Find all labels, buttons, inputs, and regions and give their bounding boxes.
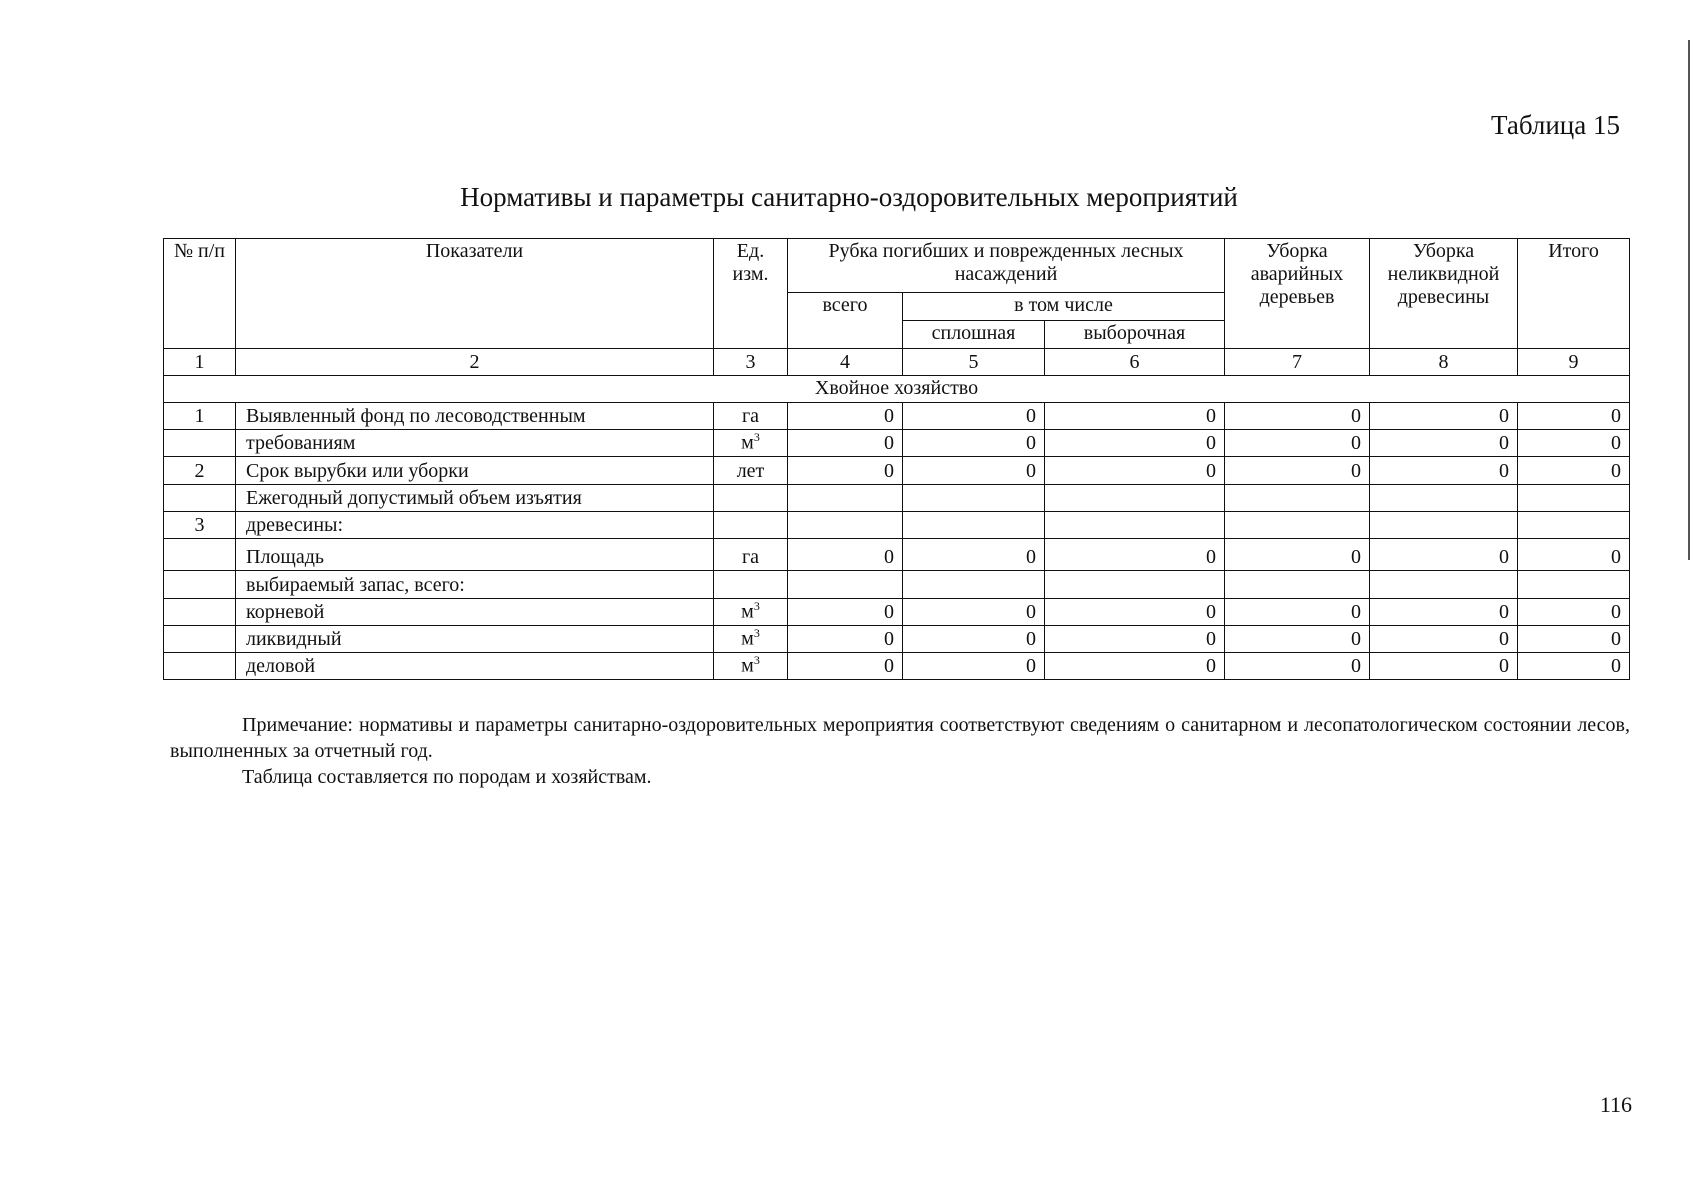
value-cell: 0	[1370, 403, 1518, 430]
row-unit	[714, 430, 788, 457]
note-paragraph-secondary: Таблица составляется по породам и хозяйствам.	[242, 766, 652, 788]
value-cell	[1225, 512, 1370, 539]
row-index	[164, 599, 236, 626]
value-cell	[1370, 571, 1518, 599]
value-cell: 0	[903, 539, 1045, 571]
value-cell	[788, 571, 903, 599]
unit-text: м	[741, 655, 754, 677]
row-unit	[714, 626, 788, 653]
column-number: 1	[164, 349, 236, 376]
row-unit	[714, 653, 788, 680]
header-selective: выборочная	[1045, 321, 1225, 349]
value-cell	[903, 512, 1045, 539]
value-cell	[1518, 485, 1630, 512]
value-cell	[1518, 512, 1630, 539]
value-cell: 0	[1045, 599, 1225, 626]
value-cell	[1045, 485, 1225, 512]
value-cell	[903, 571, 1045, 599]
row-unit	[714, 599, 788, 626]
value-cell: 0	[1045, 626, 1225, 653]
unit-text: м	[741, 432, 754, 454]
row-unit	[714, 571, 788, 599]
document-title: Нормативы и параметры санитарно-оздоровительных мероприятий	[460, 182, 1238, 212]
value-cell: 0	[1045, 430, 1225, 457]
table-row	[164, 457, 1630, 485]
value-cell: 0	[903, 403, 1045, 430]
header-total-sub: всего	[788, 293, 903, 349]
value-cell: 0	[903, 457, 1045, 485]
value-cell	[788, 485, 903, 512]
value-cell: 0	[1370, 457, 1518, 485]
value-cell: 0	[1225, 539, 1370, 571]
header-emergency: Уборка аварийных деревьев	[1225, 239, 1370, 349]
value-cell: 0	[1045, 457, 1225, 485]
value-cell: 0	[788, 599, 903, 626]
value-cell: 0	[1518, 599, 1630, 626]
value-cell: 0	[1518, 403, 1630, 430]
value-cell	[1225, 571, 1370, 599]
column-number: 4	[788, 349, 903, 376]
column-number: 3	[714, 349, 788, 376]
table-row	[164, 571, 1630, 599]
norms-table	[163, 238, 1630, 680]
table-row	[164, 430, 1630, 457]
column-number: 5	[903, 349, 1045, 376]
column-number: 6	[1045, 349, 1225, 376]
value-cell: 0	[1225, 626, 1370, 653]
value-cell: 0	[1225, 653, 1370, 680]
value-cell: 0	[1518, 539, 1630, 571]
scan-edge-line	[1688, 40, 1690, 560]
table-row	[164, 539, 1630, 571]
unit-superscript: 3	[753, 653, 760, 668]
value-cell: 0	[1518, 653, 1630, 680]
column-number: 2	[236, 349, 714, 376]
row-index	[164, 539, 236, 571]
header-including: в том числе	[903, 293, 1225, 321]
unit-superscript: 3	[753, 430, 760, 445]
value-cell: 0	[1370, 653, 1518, 680]
value-cell: 0	[788, 403, 903, 430]
value-cell: 0	[1518, 430, 1630, 457]
header-clear: сплошная	[903, 321, 1045, 349]
row-index: 3	[164, 512, 236, 539]
row-index	[164, 430, 236, 457]
value-cell: 0	[1045, 653, 1225, 680]
row-unit	[714, 485, 788, 512]
value-cell: 0	[1225, 430, 1370, 457]
section-title: Хвойное хозяйство	[164, 376, 1630, 403]
row-unit	[714, 403, 788, 430]
note-block	[170, 712, 1630, 790]
header-felling: Рубка погибших и поврежденных лесных насаждений	[788, 239, 1225, 293]
row-label: Площадь	[236, 539, 714, 571]
value-cell: 0	[1518, 626, 1630, 653]
value-cell: 0	[903, 626, 1045, 653]
table-row	[164, 599, 1630, 626]
row-label: Срок вырубки или уборки	[236, 457, 714, 485]
value-cell: 0	[1518, 457, 1630, 485]
row-label: корневой	[236, 599, 714, 626]
unit-text: лет	[736, 460, 765, 482]
header-itogo: Итого	[1518, 239, 1630, 349]
row-unit	[714, 512, 788, 539]
unit-text: га	[741, 405, 760, 427]
row-label: деловой	[236, 653, 714, 680]
header-illiquid: Уборка неликвидной древесины	[1370, 239, 1518, 349]
column-number: 8	[1370, 349, 1518, 376]
row-label: ликвидный	[236, 626, 714, 653]
table-row	[164, 403, 1630, 430]
value-cell: 0	[1045, 539, 1225, 571]
value-cell: 0	[1045, 403, 1225, 430]
column-number: 9	[1518, 349, 1630, 376]
header-num: № п/п	[164, 239, 236, 349]
value-cell	[903, 485, 1045, 512]
row-index: 1	[164, 403, 236, 430]
value-cell: 0	[903, 653, 1045, 680]
row-label: Ежегодный допустимый объем изъятия	[236, 485, 714, 512]
value-cell	[1370, 512, 1518, 539]
row-unit	[714, 539, 788, 571]
column-number: 7	[1225, 349, 1370, 376]
table-row	[164, 653, 1630, 680]
value-cell: 0	[1370, 430, 1518, 457]
row-unit	[714, 457, 788, 485]
unit-text: га	[741, 546, 760, 568]
row-label: выбираемый запас, всего:	[236, 571, 714, 599]
value-cell: 0	[788, 626, 903, 653]
value-cell: 0	[788, 430, 903, 457]
note-paragraph: Примечание: нормативы и параметры санитарно-оздоровительных мероприятия соответствуют сведениям о санитарном и лесопатологическом состоянии лесов, выполненных за отчетный год.	[170, 714, 1630, 762]
row-index	[164, 485, 236, 512]
row-index: 2	[164, 457, 236, 485]
header-unit: Ед. изм.	[714, 239, 788, 349]
table-row	[164, 512, 1630, 539]
row-label: требованиям	[236, 430, 714, 457]
value-cell	[1370, 485, 1518, 512]
value-cell	[788, 512, 903, 539]
unit-text: м	[741, 628, 754, 650]
value-cell	[1045, 512, 1225, 539]
table-row	[164, 485, 1630, 512]
value-cell: 0	[903, 430, 1045, 457]
row-label: Выявленный фонд по лесоводственным	[236, 403, 714, 430]
page-number: 116	[1599, 1092, 1632, 1117]
value-cell: 0	[1370, 626, 1518, 653]
unit-text: м	[741, 601, 754, 623]
value-cell: 0	[788, 653, 903, 680]
header-indicators: Показатели	[236, 239, 714, 349]
row-index	[164, 571, 236, 599]
row-index	[164, 653, 236, 680]
value-cell: 0	[1370, 599, 1518, 626]
value-cell	[1518, 571, 1630, 599]
value-cell: 0	[1225, 457, 1370, 485]
row-index	[164, 626, 236, 653]
value-cell: 0	[788, 539, 903, 571]
value-cell: 0	[903, 599, 1045, 626]
value-cell: 0	[1225, 599, 1370, 626]
value-cell	[1225, 485, 1370, 512]
value-cell: 0	[1225, 403, 1370, 430]
unit-superscript: 3	[753, 626, 760, 641]
table-row	[164, 626, 1630, 653]
value-cell	[1045, 571, 1225, 599]
unit-superscript: 3	[753, 599, 760, 614]
value-cell: 0	[1370, 539, 1518, 571]
value-cell: 0	[788, 457, 903, 485]
row-label: древесины:	[236, 512, 714, 539]
table-number: Таблица 15	[1491, 110, 1620, 140]
